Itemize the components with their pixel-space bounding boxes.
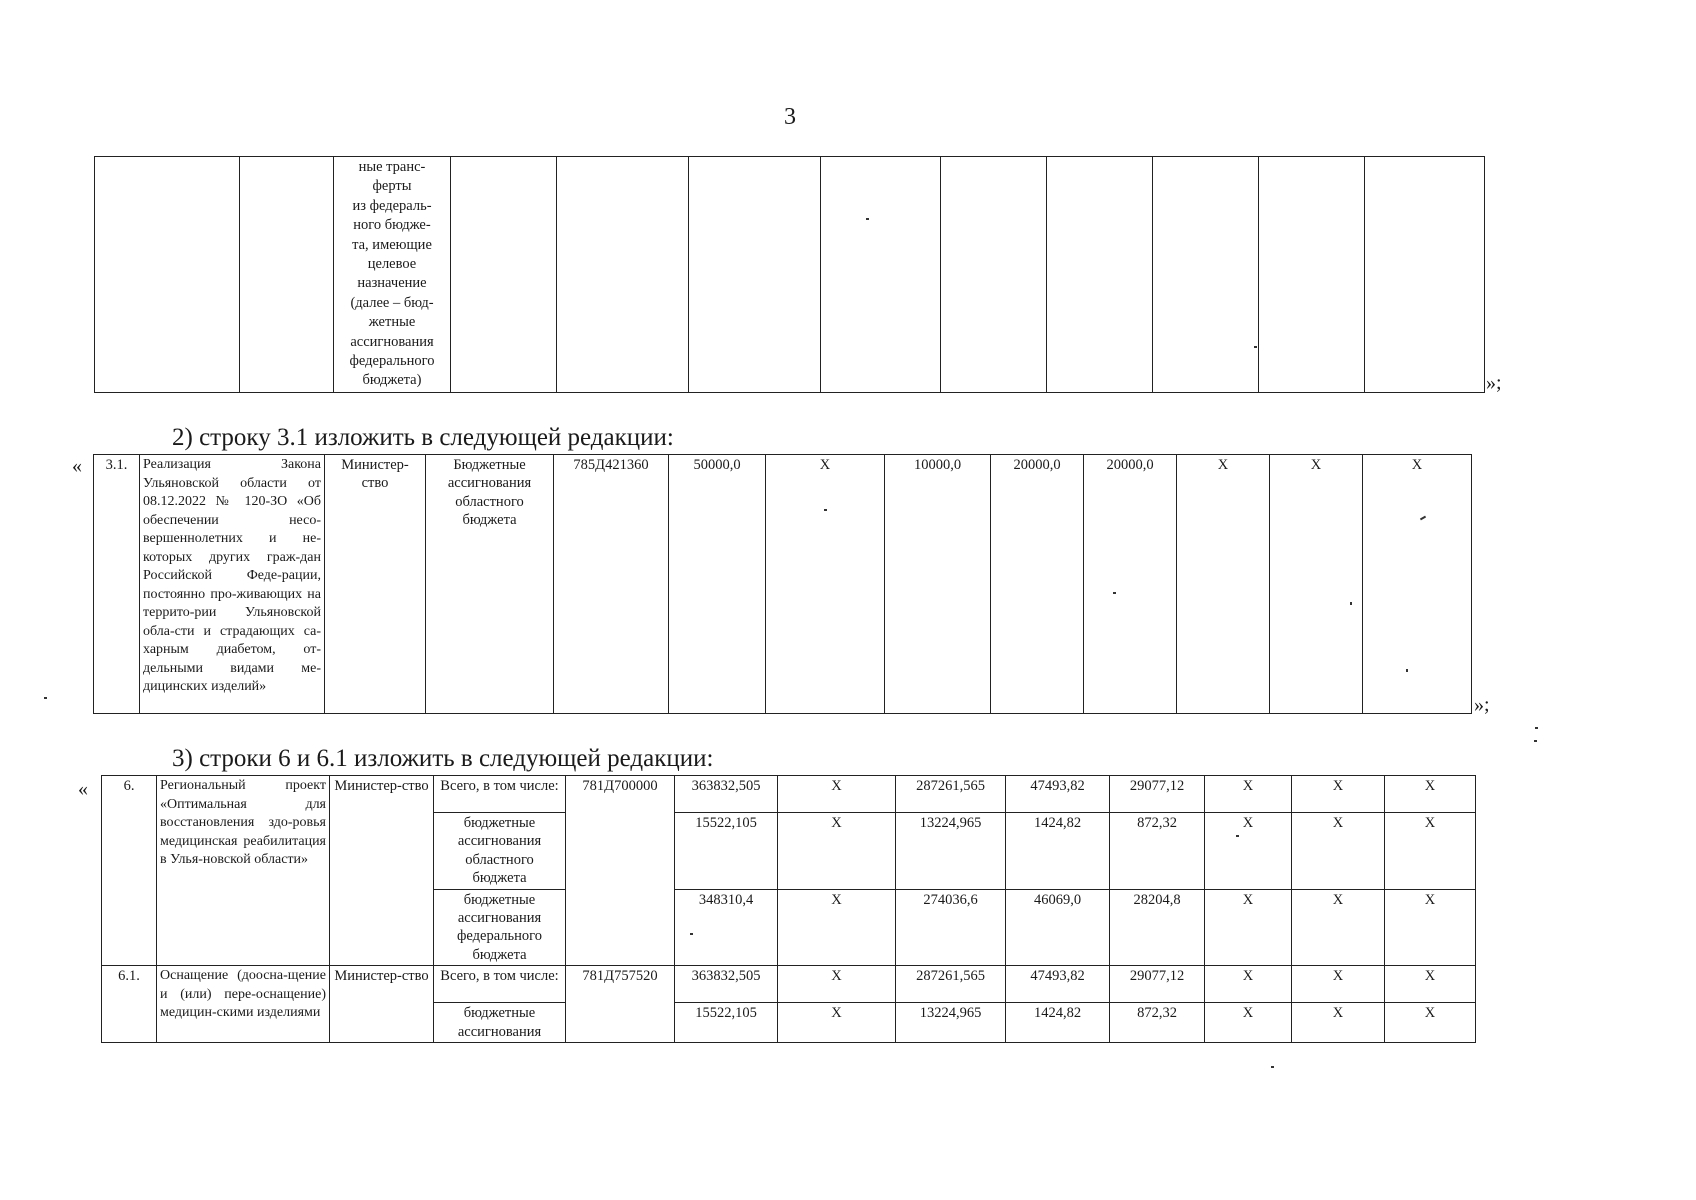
cell-empty (821, 157, 941, 393)
funding-source: Бюджетные ассигнования областного бюджета (426, 455, 554, 714)
scan-speck (1113, 592, 1116, 594)
year-value: 872,32 (1110, 1003, 1205, 1043)
cell-empty (95, 157, 240, 393)
scan-speck (1254, 346, 1257, 348)
source-cell: ные транс- ферты из федераль- ного бюдже- та, имеющие целевое назначение (далее – бюд- жетные ассигнования федерального бюджета) (334, 157, 451, 393)
year-value: 13224,965 (896, 1003, 1006, 1043)
year-value: 28204,8 (1110, 889, 1205, 966)
year-value: X (1363, 455, 1472, 714)
year-value: X (1292, 889, 1385, 966)
total-value: 15522,105 (675, 1003, 778, 1043)
row-name: Реализация Закона Ульяновской области от 08.12.2022 № 120-ЗО «Об обеспечении несо-вершеннолетних и не-которых других граж-дан Российской Феде-рации, постоянно про-живающих на террито-рии Ульяновской обла-сти и страдающих са-харным диабетом, от-дельными видами ме-дицинских изделий» (140, 455, 325, 714)
year-value: 872,32 (1110, 813, 1205, 890)
year-value: X (778, 776, 896, 813)
table-row-3-1 (93, 454, 1472, 714)
scan-speck (824, 509, 827, 511)
section-heading: 3) строки 6 и 6.1 изложить в следующей редакции: (172, 745, 714, 772)
year-value: X (778, 1003, 896, 1043)
year-value: X (1385, 813, 1476, 890)
year-value: X (1205, 813, 1292, 890)
budget-code: 781Д700000 (566, 776, 675, 966)
funding-source: Всего, в том числе: (434, 776, 566, 813)
table-continuation (94, 156, 1485, 393)
year-value: X (1292, 966, 1385, 1003)
year-value: X (1385, 1003, 1476, 1043)
year-value: X (1270, 455, 1363, 714)
cell-empty (1047, 157, 1153, 393)
cell-empty (1259, 157, 1365, 393)
year-value: X (1205, 1003, 1292, 1043)
scan-speck (866, 218, 869, 220)
total-value: 348310,4 (675, 889, 778, 966)
year-value: 20000,0 (991, 455, 1084, 714)
year-value: 46069,0 (1006, 889, 1110, 966)
scan-speck (1271, 1066, 1274, 1068)
year-value: 47493,82 (1006, 776, 1110, 813)
year-value: X (1385, 966, 1476, 1003)
cell-empty (689, 157, 821, 393)
cell-empty (557, 157, 689, 393)
year-value: X (1292, 1003, 1385, 1043)
table-row (94, 455, 1472, 714)
open-quote: « (72, 455, 82, 477)
total-value: 15522,105 (675, 813, 778, 890)
page-number: 3 (784, 104, 796, 130)
funding-source: бюджетные ассигнования федерального бюджета (434, 889, 566, 966)
total-value: 363832,505 (675, 966, 778, 1003)
year-value: X (766, 455, 885, 714)
year-value: X (1205, 776, 1292, 813)
budget-code: 785Д421360 (554, 455, 669, 714)
scan-speck (690, 933, 693, 935)
year-value: 1424,82 (1006, 1003, 1110, 1043)
year-value: 274036,6 (896, 889, 1006, 966)
total-value: 363832,505 (675, 776, 778, 813)
cell-empty (1153, 157, 1259, 393)
year-value: 13224,965 (896, 813, 1006, 890)
year-value: 20000,0 (1084, 455, 1177, 714)
table-row (102, 966, 1476, 1003)
year-value: X (778, 966, 896, 1003)
row-number: 3.1. (94, 455, 140, 714)
close-quote: »; (1474, 694, 1490, 716)
scan-speck (1350, 602, 1352, 605)
year-value: 10000,0 (885, 455, 991, 714)
open-quote: « (78, 778, 88, 800)
scan-speck (1406, 669, 1408, 672)
year-value: X (1385, 776, 1476, 813)
year-value: X (1385, 889, 1476, 966)
year-value: X (1292, 813, 1385, 890)
executor: Министер-ство (330, 966, 434, 1043)
close-quote: »; (1486, 372, 1502, 394)
year-value: 29077,12 (1110, 966, 1205, 1003)
row-name: Оснащение (доосна-щение и (или) пере-оснащение) медицин-скими изделиями (157, 966, 330, 1043)
total-value: 50000,0 (669, 455, 766, 714)
executor: Министер-ство (330, 776, 434, 966)
year-value: X (778, 889, 896, 966)
cell-empty (240, 157, 334, 393)
scan-speck (1534, 740, 1537, 742)
year-value: 287261,565 (896, 776, 1006, 813)
row-number: 6. (102, 776, 157, 966)
scan-speck (1236, 835, 1239, 837)
cell-empty (1365, 157, 1485, 393)
table-rows-6 (101, 775, 1476, 1043)
section-heading: 2) строку 3.1 изложить в следующей редакции: (172, 424, 674, 451)
table-row (95, 157, 1485, 393)
year-value: 1424,82 (1006, 813, 1110, 890)
year-value: 47493,82 (1006, 966, 1110, 1003)
funding-source: бюджетные ассигнования (434, 1003, 566, 1043)
funding-source: Всего, в том числе: (434, 966, 566, 1003)
year-value: X (1205, 966, 1292, 1003)
cell-empty (941, 157, 1047, 393)
row-number: 6.1. (102, 966, 157, 1043)
table-row (102, 776, 1476, 813)
executor: Министер-ство (325, 455, 426, 714)
row-name: Региональный проект «Оптимальная для восстановления здо-ровья медицинская реабилитация в Улья-новской области» (157, 776, 330, 966)
funding-source: бюджетные ассигнования областного бюджета (434, 813, 566, 890)
year-value: X (778, 813, 896, 890)
year-value: X (1177, 455, 1270, 714)
cell-empty (451, 157, 557, 393)
year-value: X (1205, 889, 1292, 966)
year-value: 287261,565 (896, 966, 1006, 1003)
budget-code: 781Д757520 (566, 966, 675, 1043)
scan-speck (44, 697, 47, 699)
scan-speck (1535, 727, 1538, 729)
year-value: 29077,12 (1110, 776, 1205, 813)
year-value: X (1292, 776, 1385, 813)
